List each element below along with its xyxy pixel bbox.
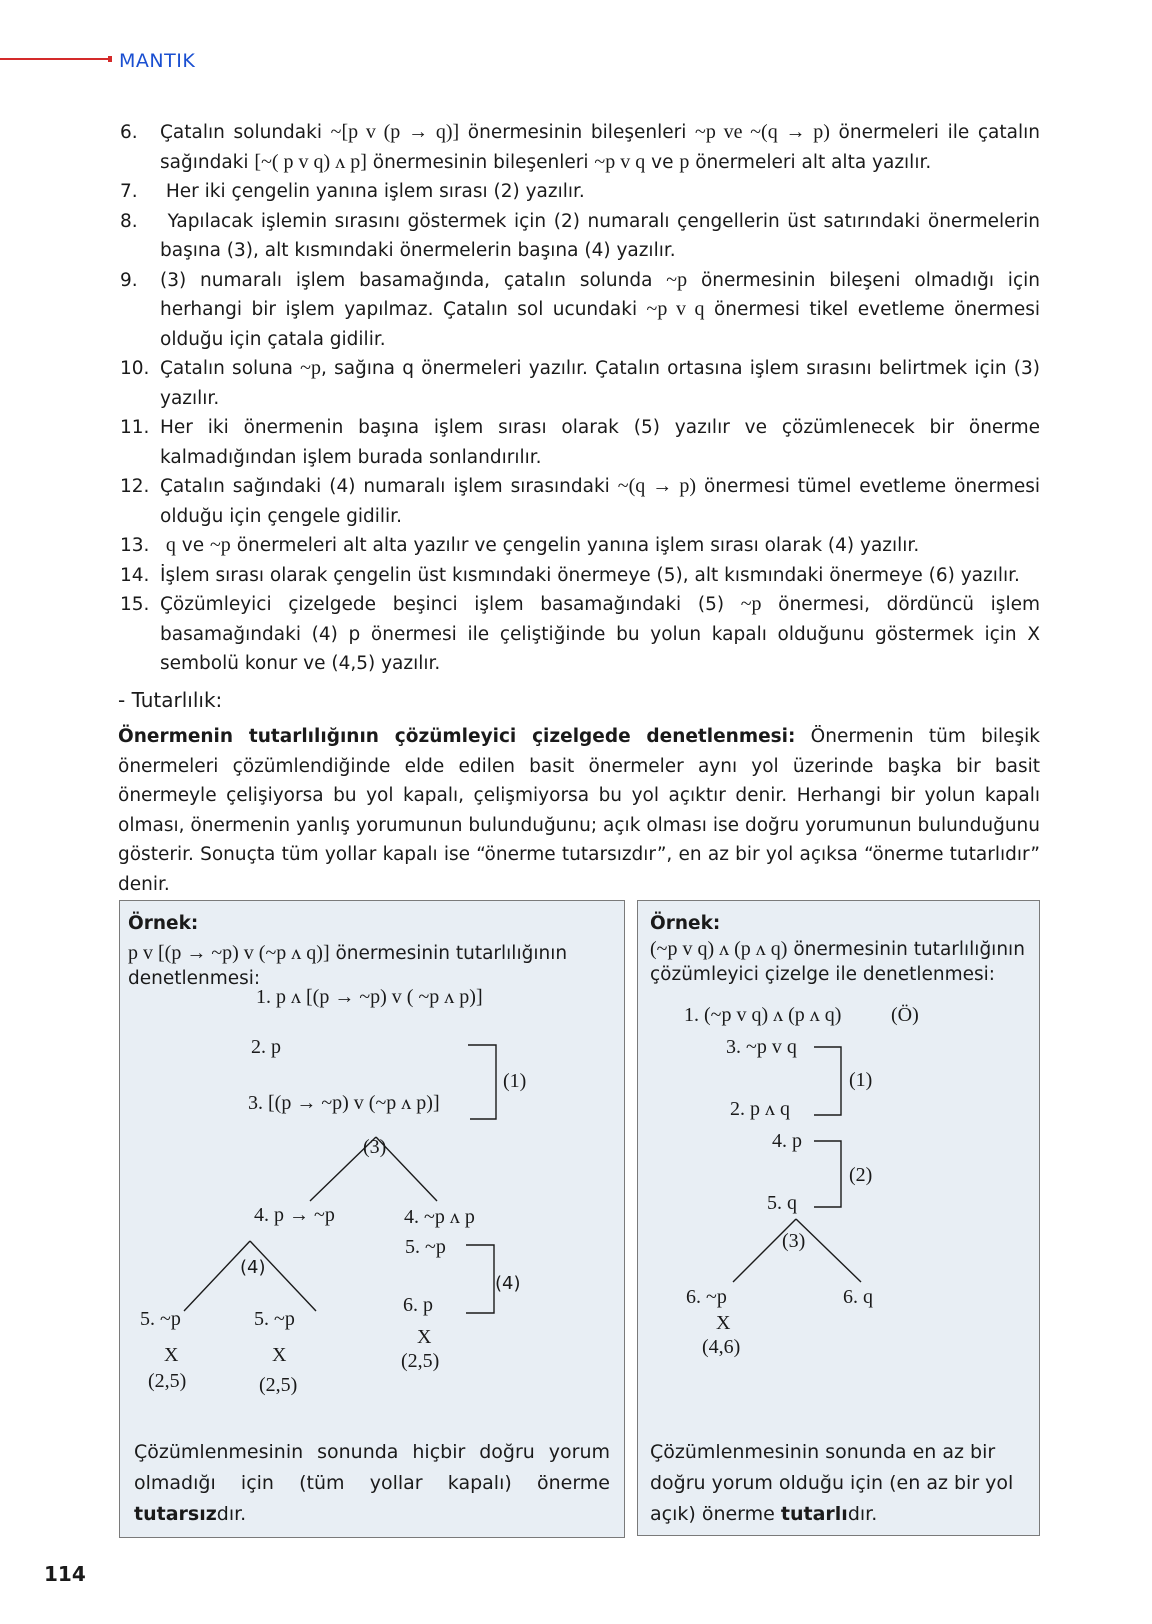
conclusion-suffix: dır. [847, 1503, 878, 1525]
contradiction-1: (2,5) [148, 1370, 187, 1392]
tree-line-3: 3. [(p → ~p) v (~p ʌ p)] [248, 1092, 440, 1114]
tree-line-6a: 6. ~p [686, 1286, 727, 1308]
step-item [120, 354, 1040, 413]
step-number: 13. [120, 535, 150, 556]
step-number: 8. [120, 210, 138, 232]
step-text: q ve ~p önermeleri alt alta yazılır ve çengelin yanına işlem sırası olarak (4) yazılır. [165, 534, 920, 556]
step-label-1: (1) [849, 1069, 873, 1091]
bracket-4 [466, 1245, 494, 1313]
step-number: 9. [120, 269, 138, 291]
tree-line-4: 4. p [772, 1130, 802, 1152]
example-box-2 [637, 900, 1040, 1536]
tree-line-2: 2. p [251, 1036, 281, 1058]
step-item [120, 531, 1040, 561]
step-label-4b: (4) [495, 1273, 521, 1294]
tree-line-1: 1. p ʌ [(p → ~p) v ( ~p ʌ p)] [256, 986, 483, 1008]
example-title: Örnek: [650, 913, 721, 934]
contradiction-2: (2,5) [259, 1374, 298, 1396]
example-title: Örnek: [128, 913, 199, 934]
header-rule-end [108, 56, 112, 62]
conclusion-keyword: tutarsız [134, 1503, 217, 1525]
tree-line-4a: 4. p → ~p [254, 1204, 335, 1226]
step-number: 10. [120, 358, 150, 379]
step-number: 12. [120, 476, 150, 497]
tree-line-3: 3. ~p v q [726, 1036, 797, 1058]
step-text: Her iki önermenin başına işlem sırası olarak (5) yazılır ve çözümlenecek bir önerme kalmadığından işlem burada sonlandırılır. [160, 417, 1040, 468]
step-item [120, 118, 1040, 177]
closed-mark-2: X [272, 1344, 287, 1366]
bracket-1 [468, 1045, 496, 1119]
branch-right [376, 1137, 437, 1201]
step-number: 14. [120, 564, 150, 586]
tree-line-2: 2. p ʌ q [730, 1098, 790, 1120]
bracket-2 [814, 1141, 841, 1207]
header-rule [0, 58, 110, 60]
intro-formula: (~p v q) ʌ (p ʌ q) [650, 938, 788, 960]
page-number: 114 [44, 1562, 86, 1586]
section-header: MANTIK [119, 50, 196, 72]
intro-formula: p v [(p → ~p) v (~p ʌ q)] [128, 942, 330, 964]
step-number: 15. [120, 594, 150, 615]
tree-line-6b: 6. p [403, 1294, 433, 1316]
tree-line-5: 5. q [767, 1192, 797, 1214]
steps-list [120, 118, 1040, 679]
step-text: Çatalın soluna ~p, sağına q önermeleri yazılır. Çatalın ortasına işlem sırasını belirtmek için (3) yazılır. [160, 357, 1041, 409]
closed-mark-1: X [164, 1344, 179, 1366]
step-number: 7. [120, 181, 138, 202]
closed-mark: X [716, 1312, 731, 1334]
step-number: 11. [120, 417, 150, 438]
branch-left [310, 1137, 376, 1201]
definition-text: Önermenin tüm bileşik önermeleri çözümlendiğinde elde edilen basit önermeler aynı yol üzerinde başka bir basit önermeyle çelişiyorsa bu yol kapalı, çelişmiyorsa bu yol açıktır denir. Herhangi bir yolun kapalı olması, önermenin yanlış yorumunun bulunduğunu; açık olması ise doğru yorumunun bulunduğunu gösterir. Sonuçta tüm yollar kapalı ise “önerme tutarsızdır”, en az bir yol açıksa “önerme tutarlıdır” denir. [118, 726, 1041, 895]
definition-term: Önermenin tutarlılığının çözümleyici çizelgede denetlenmesi: [118, 726, 796, 747]
example-box-1 [119, 900, 625, 1538]
intro-text: önermesinin tutarlılığının çözümleyici çizelge ile denetlenmesi: [650, 939, 1025, 985]
step-item [120, 561, 1040, 591]
step-item [120, 266, 1040, 355]
subheading: - Tutarlılık: [118, 688, 223, 712]
step-label-3: (3) [782, 1230, 806, 1252]
tree-line-5a2: 5. ~p [254, 1308, 295, 1330]
step-text: Çatalın solundaki ~[p v (p → q)] önermesinin bileşenleri ~p ve ~(q → p) önermeleri ile çatalın sağındaki [~( p v q) ʌ p] önermesinin bileşenleri ~p v q ve p önermeleri alt alta yazılır. [160, 121, 1040, 173]
example-conclusion [650, 1437, 1020, 1530]
step-label-4a: (4) [240, 1257, 266, 1278]
tree-line-4b: 4. ~p ʌ p [404, 1206, 475, 1228]
definition-paragraph [118, 722, 1040, 899]
step-item [120, 207, 1040, 266]
contradiction: (4,6) [702, 1336, 741, 1358]
step-text: Yapılacak işlemin sırasını göstermek için (2) numaralı çengellerin üst satırındaki önermelerin başına (3), alt kısmındaki önermelerin başına (4) yazılır. [160, 210, 1040, 261]
conclusion-suffix: dır. [216, 1503, 247, 1525]
step-number: 6. [120, 122, 138, 143]
example-conclusion [134, 1437, 610, 1530]
step-item [120, 177, 1040, 207]
branch-right [796, 1219, 861, 1282]
premise-mark: (Ö) [891, 1004, 919, 1026]
tree-line-6b: 6. q [843, 1286, 873, 1308]
step-item [120, 413, 1040, 472]
intro-text: önermesinin tutarlılığının denetlenmesi: [128, 943, 568, 989]
step-label-3: (3) [363, 1136, 387, 1158]
step-text: Çözümleyici çizelgede beşinci işlem basamağındaki (5) ~p önermesi, dördüncü işlem basamağındaki (4) p önermesi ile çeliştiğinde bu yolun kapalı olduğunu göstermek için X sembolü konur ve (4,5) yazılır. [160, 593, 1040, 674]
step-label-1: (1) [503, 1070, 527, 1092]
conclusion-text: Çözümlenmesinin sonunda hiçbir doğru yorum olmadığı için (tüm yollar kapalı) önerme [134, 1441, 610, 1494]
closed-mark-3: X [417, 1326, 432, 1348]
conclusion-text: Çözümlenmesinin sonunda en az bir doğru yorum olduğu için (en az bir yol açık) önerme [650, 1441, 1014, 1525]
bracket-1 [814, 1047, 841, 1115]
tree-line-1: 1. (~p v q) ʌ (p ʌ q) [684, 1004, 842, 1026]
conclusion-keyword: tutarlı [780, 1503, 848, 1525]
step-item [120, 590, 1040, 679]
contradiction-3: (2,5) [401, 1350, 440, 1372]
step-text: (3) numaralı işlem basamağında, çatalın solunda ~p önermesinin bileşeni olmadığı için herhangi bir işlem yapılmaz. Çatalın sol ucundaki ~p v q önermesi tikel evetleme önermesi olduğu için çatala gidilir. [160, 268, 1040, 350]
step-text: İşlem sırası olarak çengelin üst kısmındaki önermeye (5), alt kısmındaki önermeye (6) yazılır. [160, 564, 1020, 586]
tree-line-5b: 5. ~p [405, 1236, 446, 1258]
tree-line-5a1: 5. ~p [140, 1308, 181, 1330]
step-item [120, 472, 1040, 531]
step-text: Her iki çengelin yanına işlem sırası (2) yazılır. [160, 181, 585, 202]
step-label-2: (2) [849, 1164, 873, 1186]
step-text: Çatalın sağındaki (4) numaralı işlem sırasındaki ~(q → p) önermesi tümel evetleme önermesi olduğu için çengele gidilir. [160, 475, 1040, 527]
